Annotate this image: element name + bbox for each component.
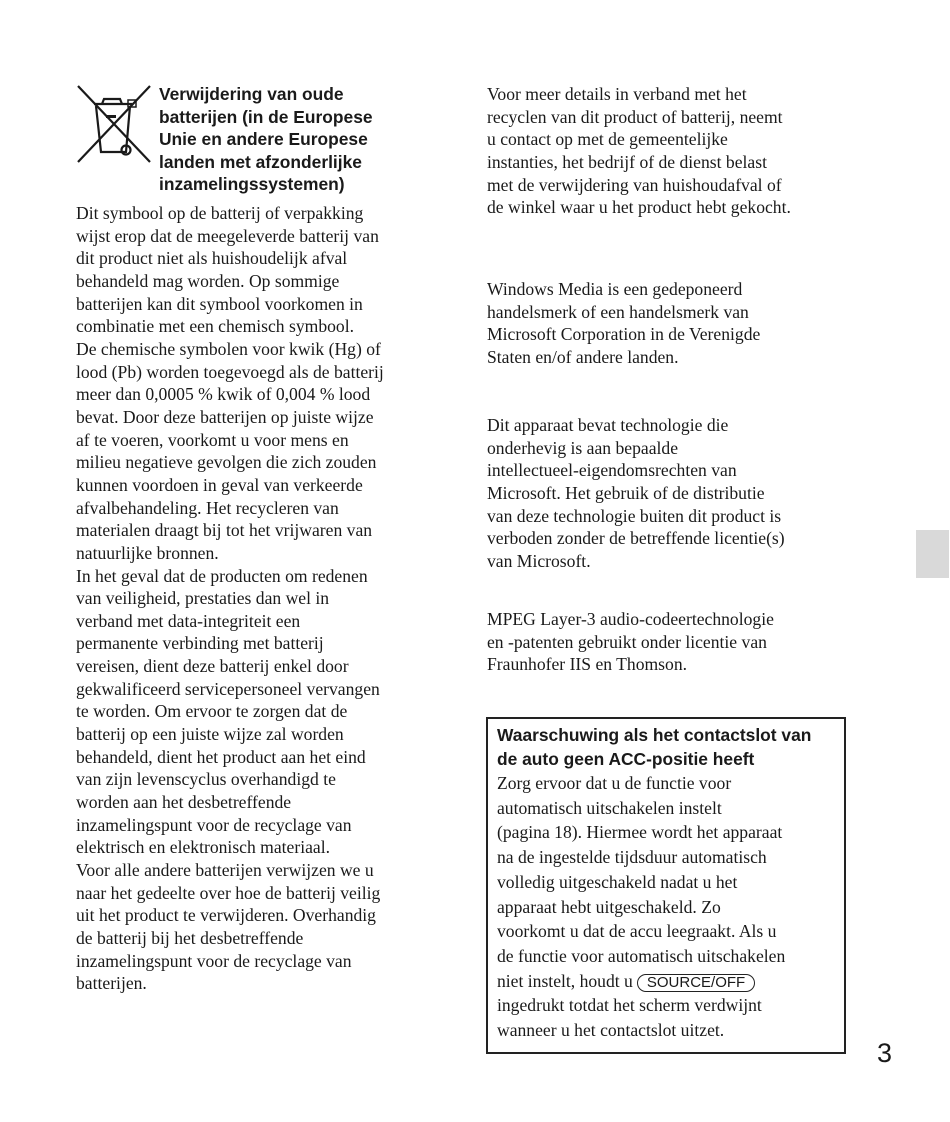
text-line: de winkel waar u het product hebt gekocht. — [487, 197, 791, 218]
text-line: permanente verbinding met batterij — [76, 633, 324, 654]
paragraph — [487, 83, 791, 219]
text-line: dit product niet als huishoudelijk afval — [76, 248, 348, 269]
text-line: handelsmerk of een handelsmerk van — [487, 301, 749, 322]
text-line: batterijen kan dit symbool voorkomen in — [76, 293, 363, 314]
text-line: De chemische symbolen voor kwik (Hg) of — [76, 338, 381, 359]
paragraph — [487, 278, 760, 369]
text-line: van Microsoft. — [487, 550, 591, 571]
text-line — [497, 969, 811, 994]
text-line: inzamelingspunt voor de recyclage van — [76, 950, 352, 971]
text-line: MPEG Layer-3 audio-codeertechnologie — [487, 609, 774, 629]
text-line: natuurlijke bronnen. — [76, 542, 219, 563]
source-off-key-label: SOURCE/OFF — [637, 974, 755, 992]
text-line: Microsoft. Het gebruik of de distributie — [487, 482, 765, 503]
text-line: meer dan 0,0005 % kwik of 0,004 % lood — [76, 384, 371, 405]
text-line: de batterij bij het desbetreffende — [76, 928, 304, 948]
battery-disposal-heading — [159, 83, 373, 196]
text-line: en -patenten gebruikt onder licentie van — [487, 631, 767, 652]
text-line: lood (Pb) worden toegevoegd als de batterij — [76, 361, 384, 382]
text-line: van deze technologie buiten dit product is — [487, 505, 782, 526]
text-line: te worden. Om ervoor te zorgen dat de — [76, 701, 348, 722]
text-line: milieu negatieve gevolgen die zich zouden — [76, 452, 377, 473]
text-line: wanneer u het contactslot uitzet. — [497, 1020, 725, 1041]
text-line: behandeld, dient het product aan het eind — [76, 746, 366, 767]
text-line: afvalbehandeling. Het recycleren van — [76, 497, 339, 518]
text-line: voorkomt u dat de accu leegraakt. Als u — [497, 921, 777, 942]
page-number: 3 — [877, 1038, 893, 1068]
heading-line: batterijen (in de Europese — [159, 106, 373, 127]
text-line: verband met data-integriteit een — [76, 610, 301, 631]
text-line: verboden zonder de betreffende licentie(s) — [487, 528, 785, 549]
text-line: (pagina 18). Hiermee wordt het apparaat — [497, 822, 783, 843]
paragraph — [487, 608, 774, 676]
text-line: intellectueel-eigendomsrechten van — [487, 460, 737, 481]
crossed-out-wheelie-bin-icon — [76, 84, 152, 164]
text-line: batterij op een juiste wijze zal worden — [76, 724, 344, 745]
text-line: af te voeren, voorkomt u voor mens en — [76, 429, 349, 450]
heading-line: Verwijdering van oude — [159, 84, 344, 104]
text-line: Staten en/of andere landen. — [487, 346, 679, 367]
text-line: de functie voor automatisch uitschakelen — [497, 945, 786, 966]
text-line: wijst erop dat de meegeleverde batterij van — [76, 225, 379, 246]
text-line: worden aan het desbetreffende — [76, 792, 292, 813]
text-line: na de ingestelde tijdsduur automatisch — [497, 847, 767, 868]
text-line: batterijen. — [76, 973, 147, 994]
text-line: Voor meer details in verband met het — [487, 84, 747, 104]
text-line: behandeld mag worden. Op sommige — [76, 270, 340, 291]
text-line: instanties, het bedrijf of de dienst belast — [487, 151, 767, 172]
text-line: combinatie met een chemisch symbool. — [76, 316, 355, 337]
section-tab — [916, 530, 949, 578]
text-line: vereisen, dient deze batterij enkel door — [76, 656, 349, 677]
text-line: gekwalificeerd servicepersoneel vervangen — [76, 678, 380, 699]
warning-title-line: de auto geen ACC-positie heeft — [497, 749, 755, 769]
text-line: materialen draagt bij tot het vrijwaren van — [76, 520, 373, 541]
text-line: apparaat hebt uitgeschakeld. Zo — [497, 896, 721, 917]
text-line: recyclen van dit product of batterij, neemt — [487, 106, 783, 127]
text-line: elektrisch en elektronisch materiaal. — [76, 837, 331, 858]
text-line: kunnen voordoen in geval van verkeerde — [76, 474, 363, 495]
text-line: In het geval dat de producten om redenen — [76, 565, 368, 586]
warning-box — [486, 717, 846, 1054]
warning-title-line: Waarschuwing als het contactslot van — [497, 725, 812, 745]
text-line: van veiligheid, prestaties dan wel in — [76, 588, 330, 609]
text-line: volledig uitgeschakeld nadat u het — [497, 871, 738, 892]
text-line: u contact op met de gemeentelijke — [487, 129, 728, 150]
text-line: bevat. Door deze batterijen op juiste wijze — [76, 406, 374, 427]
text-line: Fraunhofer IIS en Thomson. — [487, 654, 688, 675]
text-fragment: niet instelt, houdt u — [497, 970, 633, 991]
heading-line: inzamelingssystemen) — [159, 174, 345, 195]
text-line: ingedrukt totdat het scherm verdwijnt — [497, 995, 762, 1016]
text-line: naar het gedeelte over hoe de batterij veilig — [76, 882, 381, 903]
text-line: automatisch uitschakelen instelt — [497, 797, 722, 818]
text-line: inzamelingspunt voor de recyclage van — [76, 814, 352, 835]
text-line: Dit apparaat bevat technologie die — [487, 415, 729, 435]
text-line: Zorg ervoor dat u de functie voor — [497, 773, 732, 793]
heading-line: landen met afzonderlijke — [159, 151, 362, 172]
paragraph — [487, 414, 785, 573]
heading-line: Unie en andere Europese — [159, 129, 368, 150]
text-line: onderhevig is aan bepaalde — [487, 437, 679, 458]
text-line: Microsoft Corporation in de Verenigde — [487, 324, 761, 345]
text-line: Voor alle andere batterijen verwijzen we u — [76, 860, 374, 881]
text-line: uit het product te verwijderen. Overhandig — [76, 905, 376, 926]
text-line: Dit symbool op de batterij of verpakking — [76, 203, 364, 223]
text-line: met de verwijdering van huishoudafval of — [487, 174, 782, 195]
text-line: van zijn levenscyclus overhandigd te — [76, 769, 336, 790]
text-line: Windows Media is een gedeponeerd — [487, 279, 743, 299]
battery-disposal-text — [76, 202, 384, 995]
